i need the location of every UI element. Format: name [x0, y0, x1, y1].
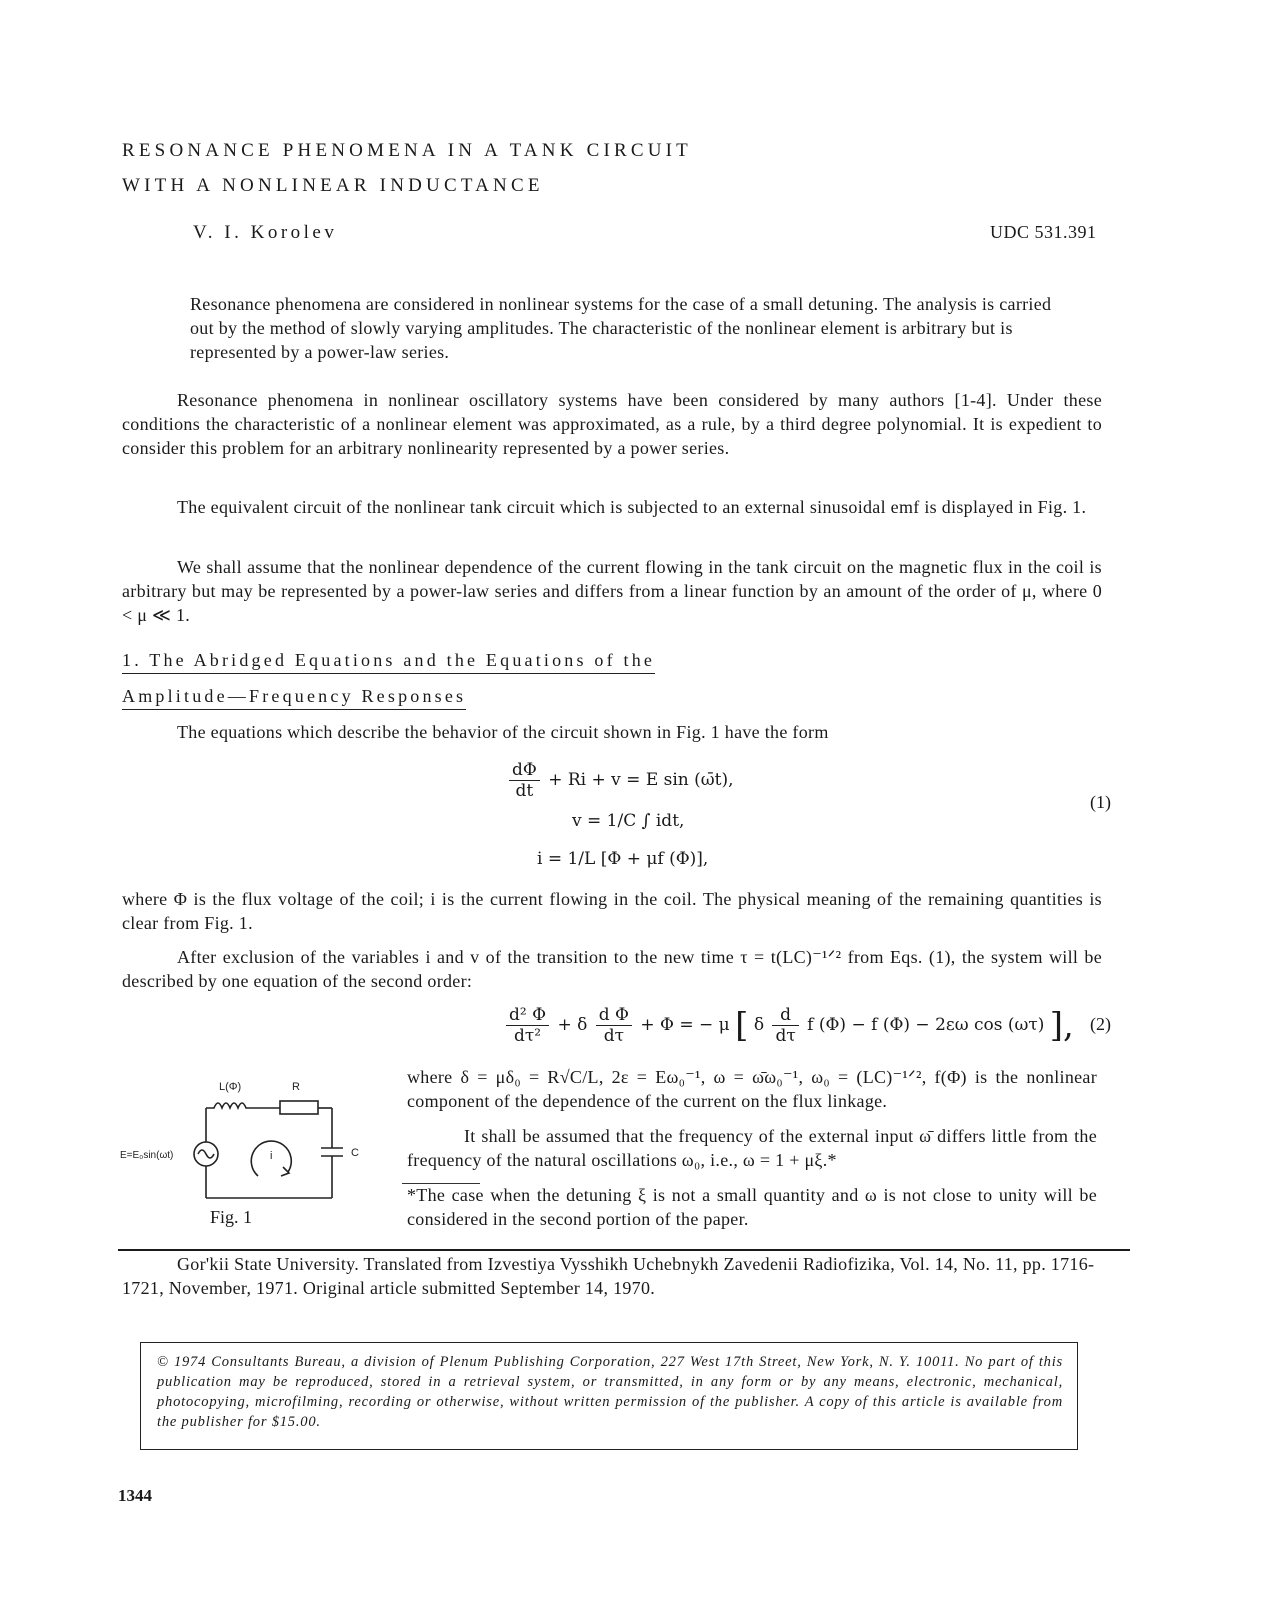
title-line-1: RESONANCE PHENOMENA IN A TANK CIRCUIT [122, 140, 692, 161]
section-heading-line-2: Amplitude—Frequency Responses [122, 686, 466, 710]
abstract: Resonance phenomena are considered in nonlinear systems for the case of a small detuning. The analysis is carried out by the method of slowly varying amplitudes. The characteristic of the nonlinear element is arbitrary but is represented by a power-law series. [190, 294, 1052, 362]
equation-2: $\frac{\text{d² Φ}}{\text{dτ²}}$ + δ $\frac{\text{d Φ}}{d\tau}$ + Φ = − μ [ δ $\frac{d}{d\tau}$ f (Φ) − f (Φ) − 2εω cos (ωτ) ], [503, 1005, 1074, 1046]
resistor [280, 1101, 318, 1114]
copyright-box [140, 1342, 1078, 1450]
affiliation: Gor'kii State University. Translated from Izvestiya Vysshikh Uchebnykh Zavedenii Radiofizika, Vol. 14, No. 11, pp. 1716-1721, November, 1971. Original article submitted September 14, 1970. [122, 1254, 1095, 1298]
current-label: i [270, 1150, 273, 1162]
intro-paragraph-1: Resonance phenomena in nonlinear oscillatory systems have been considered by many authors [1-4]. Under these conditions the characteristic of a nonlinear element was approximated, as a rule, by a third degree polynomial. It is expedient to consider this problem for an arbitrary nonlinearity represented by a power series. [122, 390, 1102, 458]
capacitor-label: C [351, 1147, 359, 1159]
inductor-coil [206, 1103, 280, 1108]
intro-paragraph-2: The equivalent circuit of the nonlinear tank circuit which is subjected to an external sinusoidal emf is displayed in Fig. 1. [177, 497, 1087, 517]
equation-1-line-2: v = 1/C ∫ idt, [572, 811, 685, 831]
udc-code: UDC 531.391 [990, 222, 1097, 242]
title-line-2: WITH A NONLINEAR INDUCTANCE [122, 175, 544, 196]
resistor-label: R [292, 1081, 300, 1093]
exclusion-paragraph: After exclusion of the variables i and v of the transition to the new time τ = t(LC)⁻¹ᐟ² from Eqs. (1), the system will be described by one equation of the second order: [122, 947, 1102, 991]
equation-1-line-1 [506, 760, 734, 801]
section-heading-line-1: 1. The Abridged Equations and the Equations of the [122, 650, 655, 674]
fraction-dphi-dt: $\frac{d\Phi}{dt}$ [509, 760, 540, 801]
equation-1-number: (1) [1090, 792, 1111, 812]
equation-intro: The equations which describe the behavior of the circuit shown in Fig. 1 have the form [177, 722, 829, 742]
sine-symbol [198, 1150, 214, 1158]
intro-paragraph-3: We shall assume that the nonlinear dependence of the current flowing in the tank circuit on the magnetic flux in the coil is arbitrary but may be represented by a power-law series and differs from a linear function by an amount of the order of μ, where 0 < μ ≪ 1. [122, 557, 1102, 625]
figure-caption: Fig. 1 [210, 1207, 253, 1227]
assumption-paragraph: It shall be assumed that the frequency of the external input ω̄ differs little from the frequency of the natural oscillations ω₀, i.e., ω = 1 + μξ.* [407, 1126, 1097, 1170]
affiliation-rule [118, 1249, 1130, 1251]
equation-1-line-3: i = 1/L [Φ + μf (Φ)], [537, 849, 709, 869]
equation-2-number: (2) [1090, 1014, 1111, 1034]
circuit-diagram [118, 1070, 378, 1205]
source-label: E=E₀sin(ωt) [120, 1150, 174, 1161]
page-number: 1344 [118, 1486, 152, 1505]
inductor-label: L(Φ) [219, 1081, 242, 1093]
equation-1-line-1-rest: + Ri + v = E sin (ω̄t), [548, 770, 734, 790]
after-equation-1: where Φ is the flux voltage of the coil; i is the current flowing in the coil. The physical meaning of the remaining quantities is clear from Fig. 1. [122, 889, 1102, 933]
current-arrowhead [281, 1167, 289, 1176]
footnote: *The case when the detuning ξ is not a small quantity and ω is not close to unity will be considered in the second portion of the paper. [407, 1185, 1097, 1229]
copyright-text: © 1974 Consultants Bureau, a division of Plenum Publishing Corporation, 227 West 17th Street, New York, N. Y. 10011. No part of this publication may be reproduced, stored in a retrieval system, or transmitted, in any form or by any means, electronic, mechanical, photocopying, microfilming, recording or otherwise, without written permission of the publisher. A copy of this article is available from the publisher for $15.00. [157, 1354, 1063, 1430]
where-equation-2: where δ = μδ₀ = R√C/L, 2ε = Eω₀⁻¹, ω = ω̄ω₀⁻¹, ω₀ = (LC)⁻¹ᐟ², f(Φ) is the nonlinear component of the dependence of the current on the flux linkage. [407, 1067, 1097, 1111]
author: V. I. Korolev [193, 222, 338, 243]
